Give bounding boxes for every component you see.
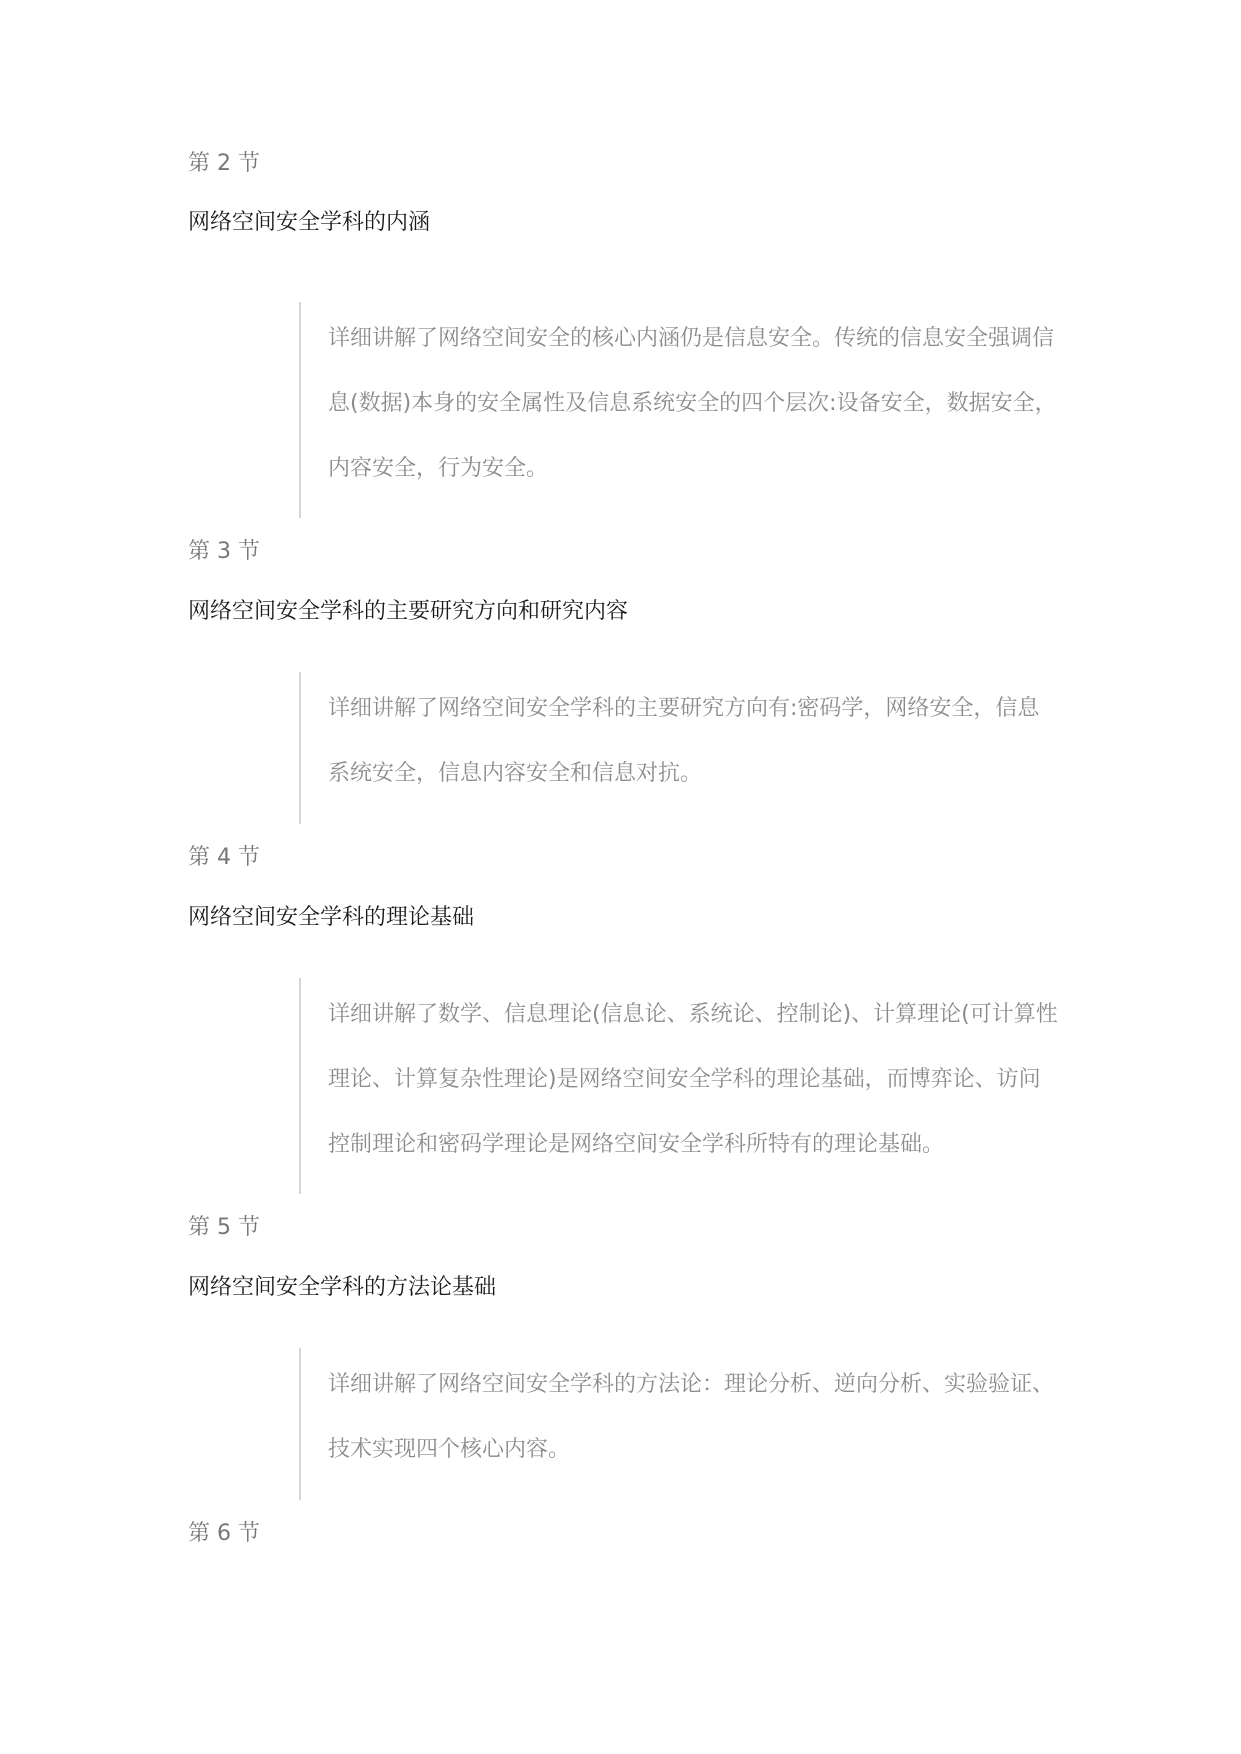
section-6-number: 第 6 节 [188, 1521, 260, 1546]
section-3-number: 第 3 节 [188, 539, 260, 564]
section-4-number: 第 4 节 [188, 845, 260, 870]
section-4-description-block [299, 978, 1059, 1194]
section-3-description: 详细讲解了网络空间安全学科的主要研究方向有:密码学，网络安全，信息系统安全，信息内容安全和信息对抗。 [328, 696, 1040, 786]
section-3-title: 网络空间安全学科的主要研究方向和研究内容 [188, 599, 629, 624]
section-4-description: 详细讲解了数学、信息理论(信息论、系统论、控制论)、计算理论(可计算性理论、计算复杂性理论)是网络空间安全学科的理论基础，而博弈论、访问控制理论和密码学理论是网络空间安全学科所特有的理论基础。 [328, 1002, 1058, 1157]
section-5-description: 详细讲解了网络空间安全学科的方法论：理论分析、逆向分析、实验验证、技术实现四个核心内容。 [328, 1372, 1055, 1462]
section-3-description-block [299, 672, 1059, 824]
section-5-number: 第 5 节 [188, 1215, 260, 1240]
section-5-title: 网络空间安全学科的方法论基础 [188, 1275, 497, 1300]
section-5-description-block [299, 1348, 1059, 1500]
section-2-title: 网络空间安全学科的内涵 [188, 210, 431, 235]
section-2-description-block [299, 302, 1059, 518]
section-2-number: 第 2 节 [188, 151, 260, 176]
section-2-description: 详细讲解了网络空间安全的核心内涵仍是信息安全。传统的信息安全强调信息(数据)本身的安全属性及信息系统安全的四个层次:设备安全，数据安全，内容安全，行为安全。 [328, 326, 1057, 481]
section-4-title: 网络空间安全学科的理论基础 [188, 905, 475, 930]
